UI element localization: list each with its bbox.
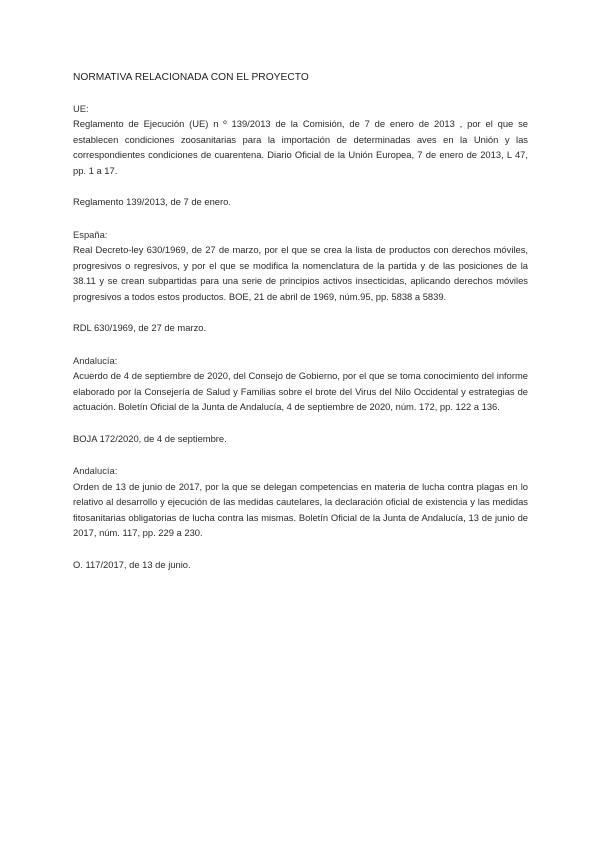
section-body-text: Acuerdo de 4 de septiembre de 2020, del Consejo de Gobierno, por el que se toma conocimiento del informe elaborado por la Consejería de Salud y Familias sobre el brote del Virus del Nilo Occidental y estrategias de actuación. Boletín Oficial de la Junta de Andalucía, 4 de septiembre de 2020, núm. 172, pp. 122 a 136.	[73, 370, 528, 412]
section-region-label: Andalucía:	[73, 354, 118, 366]
section-region-label: España:	[73, 228, 108, 240]
section-short-reference: Reglamento 139/2013, de 7 de enero.	[73, 196, 231, 207]
section-short-reference: BOJA 172/2020, de 4 de septiembre.	[73, 432, 227, 444]
section-ue	[73, 101, 528, 210]
section-region-label: Andalucía:	[73, 465, 118, 476]
section-body-text: Reglamento de Ejecución (UE) n º 139/2013 de la Comisión, de 7 de enero de 2013 , por el que se establecen condiciones zoosanitarias para la importación de determinadas aves en la Unión y las correspondientes condiciones de cuarentena. Diario Oficial de la Unión Europea, 7 de enero de 2013, L 47, pp. 1 a 17.	[73, 118, 528, 176]
section-region-label: UE:	[73, 102, 89, 114]
section-short-reference: RDL 630/1969, de 27 de marzo.	[73, 322, 207, 333]
section-espana	[73, 227, 528, 336]
document-page	[73, 70, 528, 572]
section-body-text: Real Decreto-ley 630/1969, de 27 de marzo, por el que se crea la lista de productos con derechos móviles, progresivos o regresivos, y por el que se modifica la nomenclatura de la partida y de las posiciones de la 38.11 y se crean subpartidas para una serie de principios activos insecticidas, aplicando derechos móviles progresivos a todos estos productos. BOE, 21 de abril de 1969, núm.95, pp. 5838 a 5839.	[73, 244, 528, 302]
document-title: NORMATIVA RELACIONADA CON EL PROYECTO	[73, 72, 309, 83]
section-body-text: Orden de 13 de junio de 2017, por la que se delegan competencias en materia de lucha contra plagas en lo relativo al desarrollo y ejecución de las medidas cautelares, la declaración oficial de existencia y las medidas fitosanitarias obligatorias de lucha contra las mismas. Boletín Oficial de la Junta de Andalucía, 13 de junio de 2017, núm. 117, pp. 229 a 230.	[73, 480, 528, 538]
section-short-reference: O. 117/2017, de 13 de junio.	[73, 558, 191, 570]
section-andalucia-1	[73, 353, 528, 447]
section-andalucia-2	[73, 463, 528, 572]
